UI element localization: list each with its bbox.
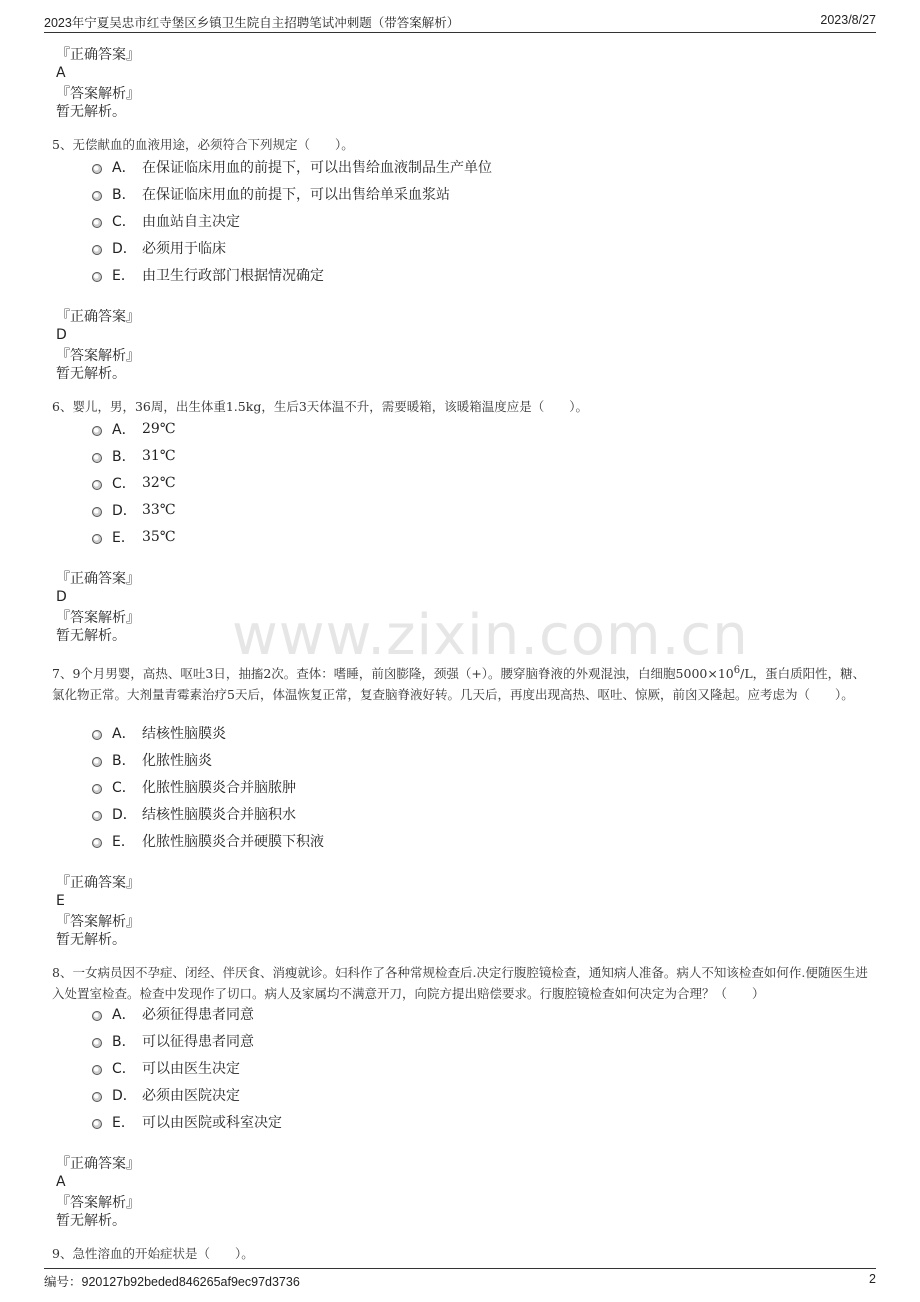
radio-icon[interactable] xyxy=(92,1092,102,1102)
q7-option-d[interactable] xyxy=(92,804,296,824)
analysis-text: 暂无解析。 xyxy=(56,932,126,948)
correct-answer-label: 『正确答案』 xyxy=(56,571,140,587)
correct-answer-label: 『正确答案』 xyxy=(56,47,140,63)
option-text: 33℃ xyxy=(142,502,176,518)
radio-icon[interactable] xyxy=(92,838,102,848)
analysis-text: 暂无解析。 xyxy=(56,1213,126,1229)
radio-icon[interactable] xyxy=(92,191,102,201)
correct-answer-label: 『正确答案』 xyxy=(56,309,140,325)
radio-icon[interactable] xyxy=(92,757,102,767)
q6-option-e[interactable] xyxy=(92,527,175,547)
watermark: www.zixin.com.cn xyxy=(232,603,749,668)
option-letter: C． xyxy=(112,780,136,796)
option-text: 可以由医院或科室决定 xyxy=(142,1115,282,1131)
option-text: 可以由医生决定 xyxy=(142,1061,240,1077)
radio-icon[interactable] xyxy=(92,164,102,174)
option-letter: C． xyxy=(112,214,136,230)
option-text: 32℃ xyxy=(142,475,176,491)
radio-icon[interactable] xyxy=(92,1119,102,1129)
analysis-label: 『答案解析』 xyxy=(56,1195,140,1211)
correct-answer-value: A xyxy=(56,65,66,81)
option-letter: B． xyxy=(112,187,136,203)
radio-icon[interactable] xyxy=(92,426,102,436)
analysis-label: 『答案解析』 xyxy=(56,348,140,364)
page-header xyxy=(44,10,876,33)
stem-part: /L，蛋白质阳性，糖、氯化物正常。大剂量青霉素治疗5天后，体温恢复正常，复查脑脊液好转。几天后，再度出现高热、呕吐、惊厥，前囟又隆起。应考虑为（ ）。 xyxy=(52,666,866,703)
correct-answer-label: 『正确答案』 xyxy=(56,875,140,891)
option-text: 35℃ xyxy=(142,529,176,545)
radio-icon[interactable] xyxy=(92,730,102,740)
radio-icon[interactable] xyxy=(92,1038,102,1048)
question-7-stem xyxy=(52,660,872,705)
analysis-text: 暂无解析。 xyxy=(56,366,126,382)
radio-icon[interactable] xyxy=(92,218,102,228)
option-letter: D． xyxy=(112,1088,137,1104)
option-text: 31℃ xyxy=(142,448,176,464)
q8-option-b[interactable] xyxy=(92,1031,254,1051)
analysis-label: 『答案解析』 xyxy=(56,914,140,930)
radio-icon[interactable] xyxy=(92,272,102,282)
radio-icon[interactable] xyxy=(92,453,102,463)
option-letter: E． xyxy=(112,834,135,850)
q6-option-c[interactable] xyxy=(92,473,175,493)
option-letter: C． xyxy=(112,1061,136,1077)
q6-option-d[interactable] xyxy=(92,500,175,520)
option-text: 结核性脑膜炎合并脑积水 xyxy=(142,807,296,823)
option-letter: C． xyxy=(112,476,136,492)
analysis-label: 『答案解析』 xyxy=(56,86,140,102)
option-letter: A． xyxy=(112,422,136,438)
stem-part: 7、9个月男婴，高热、呕吐3日，抽搐2次。查体：嗜睡，前囟膨隆，颈强（+）。腰穿脑脊液的外观混浊，白细胞5000×10 xyxy=(52,666,734,682)
option-letter: A． xyxy=(112,160,136,176)
q6-option-b[interactable] xyxy=(92,446,175,466)
q5-option-d[interactable] xyxy=(92,238,226,258)
option-letter: A． xyxy=(112,726,136,742)
document-date: 2023/8/27 xyxy=(820,13,876,27)
q8-option-d[interactable] xyxy=(92,1085,240,1105)
option-letter: E． xyxy=(112,1115,135,1131)
q8-option-e[interactable] xyxy=(92,1112,282,1132)
option-text: 结核性脑膜炎 xyxy=(142,726,226,742)
correct-answer-value: E xyxy=(56,893,65,909)
q5-option-e[interactable] xyxy=(92,265,324,285)
question-6-stem: 6、婴儿，男，36周，出生体重1.5kg，生后3天体温不升，需要暖箱，该暖箱温度应是（ ）。 xyxy=(52,399,589,414)
option-text: 化脓性脑膜炎合并脑脓肿 xyxy=(142,780,296,796)
correct-answer-label: 『正确答案』 xyxy=(56,1156,140,1172)
option-letter: D． xyxy=(112,241,137,257)
option-letter: E． xyxy=(112,268,135,284)
page-number: 2 xyxy=(869,1272,876,1286)
question-8-stem: 8、一女病员因不孕症、闭经、伴厌食、消瘦就诊。妇科作了各种常规检查后.决定行腹腔镜检查，通知病人准备。病人不知该检查如何作.便随医生进入处置室检查。检查中发现作了切口。病人及家属均不满意开刀，向院方提出赔偿要求。行腹腔镜检查如何决定为合理？（ ） xyxy=(52,965,868,1001)
option-text: 由卫生行政部门根据情况确定 xyxy=(142,268,324,284)
radio-icon[interactable] xyxy=(92,811,102,821)
q6-option-a[interactable] xyxy=(92,419,175,439)
question-5-stem: 5、无偿献血的血液用途，必须符合下列规定（ ）。 xyxy=(52,137,354,152)
option-letter: E． xyxy=(112,530,135,546)
option-letter: B． xyxy=(112,449,136,465)
analysis-text: 暂无解析。 xyxy=(56,628,126,644)
option-text: 由血站自主决定 xyxy=(142,214,240,230)
q8-option-a[interactable] xyxy=(92,1004,254,1024)
option-text: 29℃ xyxy=(142,421,176,437)
analysis-text: 暂无解析。 xyxy=(56,104,126,120)
q7-option-b[interactable] xyxy=(92,750,212,770)
correct-answer-value: D xyxy=(56,589,67,605)
q7-option-e[interactable] xyxy=(92,831,324,851)
q7-option-c[interactable] xyxy=(92,777,296,797)
option-text: 必须征得患者同意 xyxy=(142,1007,254,1023)
question-9-stem: 9、急性溶血的开始症状是（ ）。 xyxy=(52,1246,254,1261)
option-letter: D． xyxy=(112,503,137,519)
option-letter: A． xyxy=(112,1007,136,1023)
correct-answer-value: D xyxy=(56,327,67,343)
option-letter: B． xyxy=(112,753,136,769)
option-letter: D． xyxy=(112,807,137,823)
page-footer xyxy=(44,1268,876,1291)
document-title: 2023年宁夏吴忠市红寺堡区乡镇卫生院自主招聘笔试冲刺题（带答案解析） xyxy=(44,16,460,30)
q7-option-a[interactable] xyxy=(92,723,226,743)
correct-answer-value: A xyxy=(56,1174,66,1190)
q5-option-a[interactable] xyxy=(92,157,492,177)
option-text: 必须用于临床 xyxy=(142,241,226,257)
radio-icon[interactable] xyxy=(92,480,102,490)
q8-option-c[interactable] xyxy=(92,1058,240,1078)
radio-icon[interactable] xyxy=(92,1065,102,1075)
option-text: 可以征得患者同意 xyxy=(142,1034,254,1050)
option-text: 在保证临床用血的前提下，可以出售给单采血浆站 xyxy=(142,187,450,203)
radio-icon[interactable] xyxy=(92,534,102,544)
superscript: 6 xyxy=(733,665,741,676)
radio-icon[interactable] xyxy=(92,1011,102,1021)
option-letter: B． xyxy=(112,1034,136,1050)
document-code: 编号：920127b92beded846265af9ec97d3736 xyxy=(44,1275,300,1289)
analysis-label: 『答案解析』 xyxy=(56,610,140,626)
option-text: 化脓性脑炎 xyxy=(142,753,212,769)
q5-option-c[interactable] xyxy=(92,211,240,231)
radio-icon[interactable] xyxy=(92,245,102,255)
option-text: 在保证临床用血的前提下，可以出售给血液制品生产单位 xyxy=(142,160,492,176)
option-text: 必须由医院决定 xyxy=(142,1088,240,1104)
q5-option-b[interactable] xyxy=(92,184,450,204)
option-text: 化脓性脑膜炎合并硬膜下积液 xyxy=(142,834,324,850)
radio-icon[interactable] xyxy=(92,784,102,794)
radio-icon[interactable] xyxy=(92,507,102,517)
